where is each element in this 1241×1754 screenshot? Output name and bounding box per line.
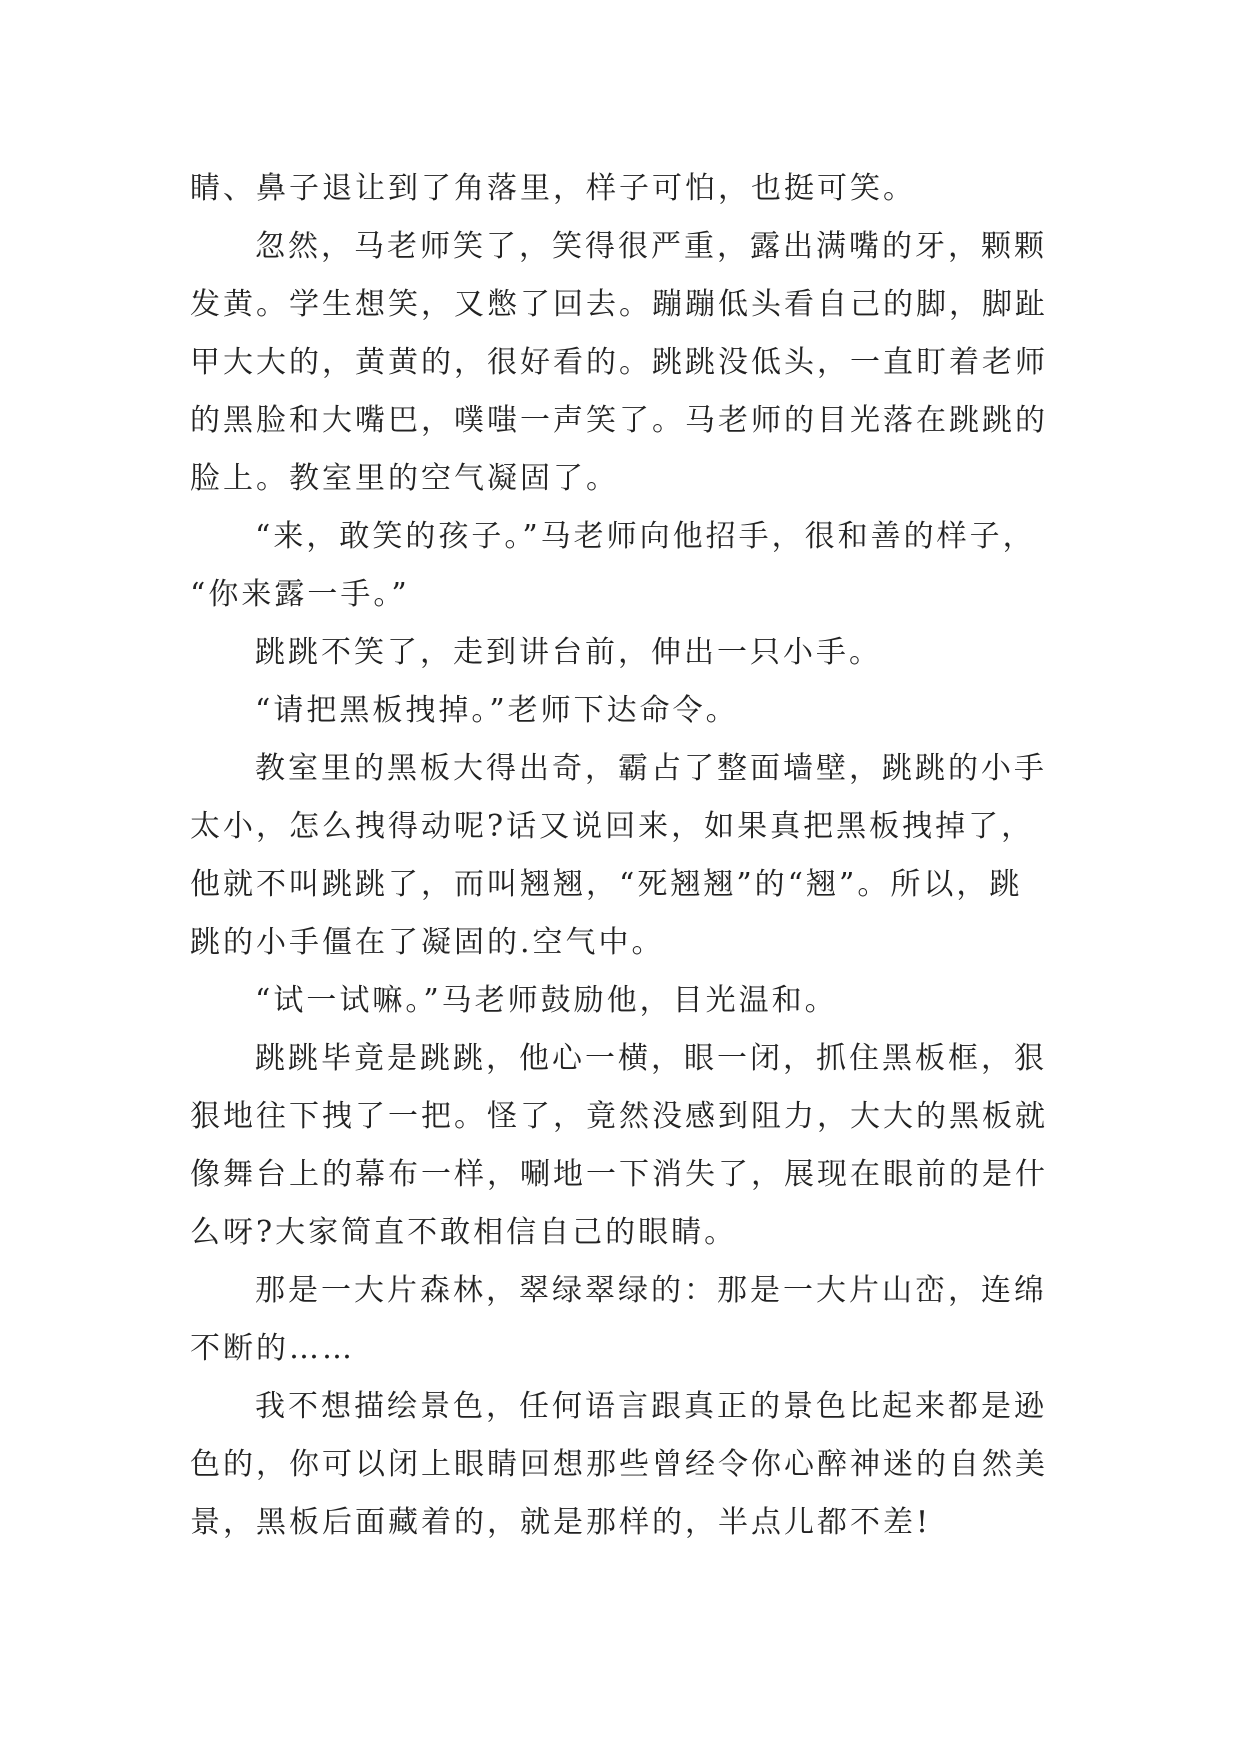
text-line: 景，黑板后面藏着的，就是那样的，半点儿都不差! <box>190 1505 932 1540</box>
text-line: 教室里的黑板大得出奇，霸占了整面墙壁，跳跳的小手 <box>255 751 1047 786</box>
text-line: 我不想描绘景色，任何语言跟真正的景色比起来都是逊 <box>255 1389 1047 1424</box>
text-line: 脸上。教室里的空气凝固了。 <box>190 461 619 496</box>
text-line: “试一试嘛。”马老师鼓励他，目光温和。 <box>255 983 838 1018</box>
text-line: “来，敢笑的孩子。”马老师向他招手，很和善的样子， <box>255 519 1036 554</box>
text-line: 太小，怎么拽得动呢?话又说回来，如果真把黑板拽掉了， <box>190 809 1035 844</box>
text-line: 跳跳不笑了，走到讲台前，伸出一只小手。 <box>255 635 882 670</box>
text-line: 他就不叫跳跳了，而叫翘翘，“死翘翘”的“翘”。所以，跳 <box>190 867 1023 902</box>
text-line: 跳的小手僵在了凝固的.空气中。 <box>190 925 665 960</box>
text-line: 跳跳毕竟是跳跳，他心一横，眼一闭，抓住黑板框，狠 <box>255 1041 1047 1076</box>
text-line: 甲大大的，黄黄的，很好看的。跳跳没低头，一直盯着老师 <box>190 345 1048 380</box>
text-line: 忽然，马老师笑了，笑得很严重，露出满嘴的牙，颗颗 <box>255 229 1047 264</box>
text-line: “你来露一手。” <box>190 577 410 612</box>
text-line: 睛、鼻子退让到了角落里，样子可怕，也挺可笑。 <box>190 171 916 206</box>
text-line: 色的，你可以闭上眼睛回想那些曾经令你心醉神迷的自然美 <box>190 1447 1048 1482</box>
text-line: 的黑脸和大嘴巴，噗嗤一声笑了。马老师的目光落在跳跳的 <box>190 403 1048 438</box>
body-text <box>190 160 1090 1552</box>
text-line: 发黄。学生想笑，又憋了回去。蹦蹦低头看自己的脚，脚趾 <box>190 287 1048 322</box>
text-line: “请把黑板拽掉。”老师下达命令。 <box>255 693 739 728</box>
text-line: 狠地往下拽了一把。怪了，竟然没感到阻力，大大的黑板就 <box>190 1099 1048 1134</box>
text-line: 么呀?大家简直不敢相信自己的眼睛。 <box>190 1215 738 1250</box>
text-line: 不断的…… <box>190 1331 355 1366</box>
text-line: 像舞台上的幕布一样，唰地一下消失了，展现在眼前的是什 <box>190 1157 1048 1192</box>
text-line: 那是一大片森林，翠绿翠绿的：那是一大片山峦，连绵 <box>255 1273 1047 1308</box>
